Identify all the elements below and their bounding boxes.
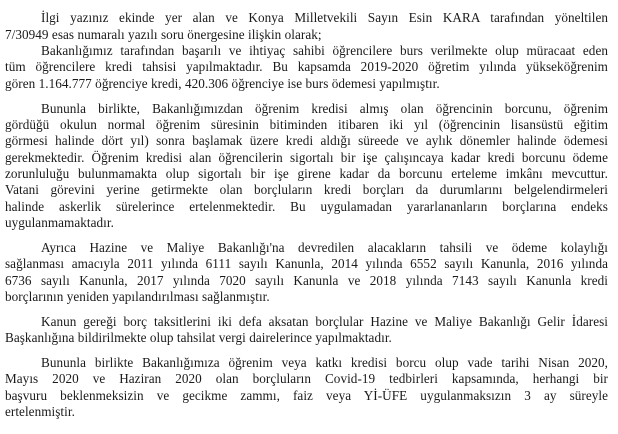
paragraph-6-line-4: ertelenmiştir. bbox=[5, 404, 75, 419]
paragraph-3-line-1: Bununla birlikte, Bakanlığımızdan öğrenim kredisi almış olan öğrencinin borcunu, öğrenim bbox=[41, 101, 608, 116]
paragraph-1-line-2: 7/30949 esas numaralı yazılı soru önergesine ilişkin olarak; bbox=[5, 27, 322, 42]
paragraph-3-line-8: uygulanmamaktadır. bbox=[5, 215, 114, 230]
paragraph-3-line-6: Vatani görevini yerine getirmekte olan borçluların kredi borçları da durumlarını belgelendirmeleri bbox=[5, 182, 608, 197]
paragraph-5-line-1: Kanun gereği borç taksitlerini iki defa aksatan borçlular Hazine ve Maliye Bakanlığı Gelir İdaresi bbox=[41, 314, 608, 329]
paragraph-6-line-1: Bununla birlikte Bakanlığımıza öğrenim veya katkı kredisi borcu olup vade tarihi Nisan 2020, bbox=[41, 355, 608, 370]
paragraph-2-line-2: tüm öğrencilere kredi tahsisi yapılmaktadır. Bu kapsamda 2019-2020 öğretim yılında yükseköğrenim bbox=[5, 59, 608, 74]
paragraph-2-line-1: Bakanlığımız tarafından başarılı ve ihtiyaç sahibi öğrencilere burs verilmekte olup müracaat eden bbox=[41, 43, 608, 58]
paragraph-4-line-1: Ayrıca Hazine ve Maliye Bakanlığı'na devredilen alacakların tahsili ve ödeme kolaylığı bbox=[41, 240, 608, 255]
paragraph-5-line-2: Başkanlığına bildirilmekte olup tahsilat vergi dairelerince yapılmaktadır. bbox=[5, 330, 392, 345]
paragraph-3-line-4: gerekmektedir. Öğrenim kredisi alan öğrencilerin sigortalı bir işe çalışıncaya kadar kredi borcunu ödeme bbox=[5, 150, 608, 165]
paragraph-2-line-3: gören 1.164.777 öğrenciye kredi, 420.306 öğrenciye ise burs ödemesi yapılmıştır. bbox=[5, 76, 440, 91]
paragraph-3-line-2: gördüğü okulun normal öğrenim süresinin bitiminden itibaren iki yıl (öğrencinin lisansüstü eğitim bbox=[5, 117, 608, 132]
paragraph-6-line-3: başvuru beklenmeksizin ve gecikme zammı, faiz veya Yİ-ÜFE uygulanmaksızın 3 ay süreyle bbox=[5, 388, 608, 403]
paragraph-1-line-1: İlgi yazınız ekinde yer alan ve Konya Milletvekili Sayın Esin KARA tarafından yöneltilen bbox=[41, 10, 608, 25]
paragraph-4-line-3: 6736 sayılı Kanunla, 2017 yılında 7020 sayılı Kanunla ve 2018 yılında 7143 sayılı Kanunla kredi bbox=[5, 273, 608, 288]
paragraph-4-line-2: sağlanması amacıyla 2011 yılında 6111 sayılı Kanunla, 2014 yılında 6552 sayılı Kanunla, 2016 yılında bbox=[5, 256, 608, 271]
paragraph-3-line-7: halinde askerlik sürelerince ertelenmektedir. Bu uygulamadan yararlananların borçlarına endeks bbox=[5, 199, 608, 214]
paragraph-4-line-4: borçlarının yeniden yapılandırılması sağlanmıştır. bbox=[5, 289, 270, 304]
paragraph-6-line-2: Mayıs 2020 ve Haziran 2020 olan borçluların Covid-19 tedbirleri kapsamında, herhangi bir bbox=[5, 371, 608, 386]
paragraph-3-line-5: zorunluluğu bulunmamakta olup sigortalı bir işe girene kadar da borcunu erteleme imkânı mevcuttur. bbox=[5, 166, 608, 181]
paragraph-3-line-3: görmesi halinde dört yıl) sonra başlamak üzere kredi aldığı süreede ve aylık dönemler halinde ödemesi bbox=[5, 133, 608, 148]
